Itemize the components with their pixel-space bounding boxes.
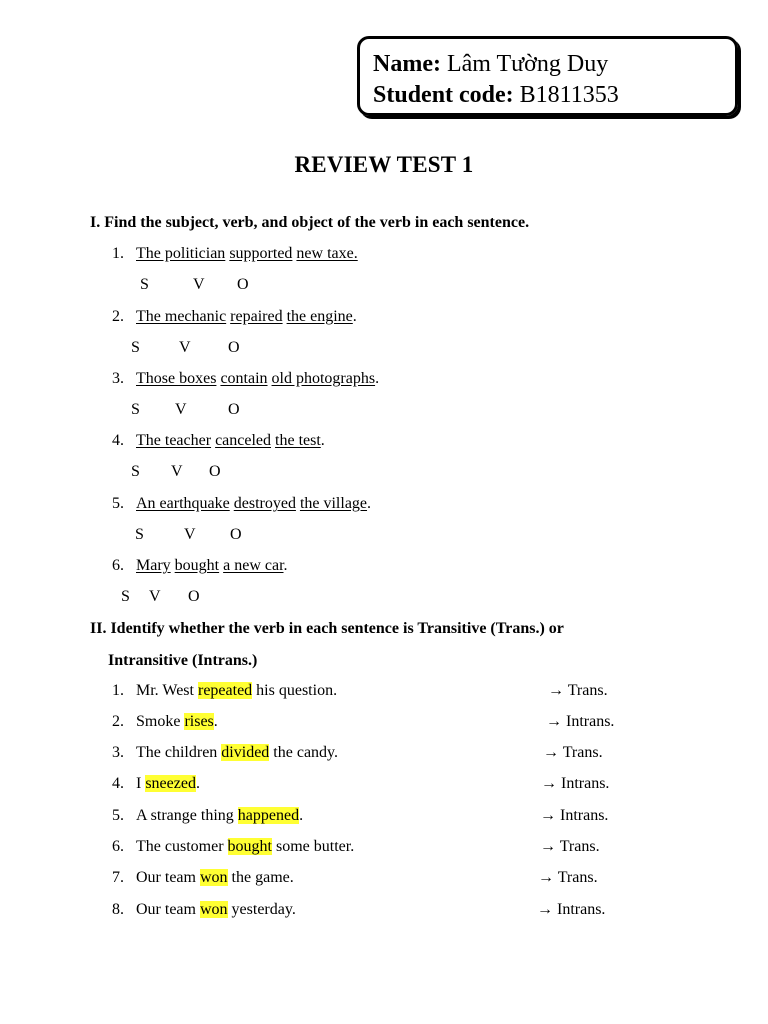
subject: Those boxes	[136, 370, 217, 387]
student-info-box	[357, 36, 738, 116]
s2-item-5-answer: → Intrans.	[540, 807, 609, 824]
highlighted-verb: repeated	[197, 682, 253, 699]
s2-item-3-answer: → Trans.	[543, 744, 603, 761]
object: old photographs	[271, 370, 376, 387]
highlighted-verb: happened	[237, 807, 300, 824]
s1-item-3-number: 3.	[112, 370, 124, 387]
sentence-end: .	[375, 370, 380, 387]
s2-item-1-answer: → Trans.	[548, 682, 608, 699]
o-label: O	[228, 401, 240, 418]
s-label: S	[121, 588, 130, 605]
s2-item-6-answer: → Trans.	[540, 838, 600, 855]
s2-item-4-number: 4.	[112, 775, 124, 792]
o-label: O	[230, 526, 242, 543]
highlighted-verb: bought	[227, 838, 272, 855]
s1-item-4-sentence	[136, 432, 325, 450]
s-label: S	[131, 463, 140, 480]
verb: bought	[174, 557, 220, 574]
text: the game.	[227, 869, 294, 886]
text: A strange thing	[136, 807, 238, 824]
student-code-row	[373, 80, 735, 111]
s1-item-5-sentence	[136, 495, 371, 513]
text: Our team	[136, 901, 200, 918]
s1-item-1-number: 1.	[112, 245, 124, 262]
highlighted-verb: divided	[221, 744, 270, 761]
s2-item-8-answer: → Intrans.	[537, 901, 606, 918]
s2-item-7-sentence	[136, 869, 294, 887]
o-label: O	[188, 588, 200, 605]
s1-item-5-number: 5.	[112, 495, 124, 512]
s-label: S	[135, 526, 144, 543]
s1-item-2-number: 2.	[112, 308, 124, 325]
highlighted-verb: won	[199, 901, 228, 918]
s-label: S	[140, 276, 149, 293]
s2-item-4-sentence	[136, 775, 200, 793]
sentence-end: .	[283, 557, 288, 574]
v-label: V	[179, 339, 191, 356]
v-label: V	[149, 588, 161, 605]
text: his question.	[252, 682, 338, 699]
verb: supported	[229, 245, 293, 262]
verb: contain	[220, 370, 268, 387]
section-2-heading-cont: Intransitive (Intrans.)	[108, 652, 258, 669]
verb: destroyed	[233, 495, 296, 512]
name-value: Lâm Tường Duy	[446, 51, 609, 77]
s2-item-7-number: 7.	[112, 869, 124, 886]
s1-item-4-number: 4.	[112, 432, 124, 449]
subject: The mechanic	[136, 308, 227, 325]
s2-item-2-sentence	[136, 713, 218, 731]
name-row	[373, 49, 735, 80]
v-label: V	[184, 526, 196, 543]
s1-item-2-sentence	[136, 308, 357, 326]
s1-item-6-sentence	[136, 557, 288, 575]
s2-item-2-answer: → Intrans.	[546, 713, 615, 730]
s-label: S	[131, 339, 140, 356]
highlighted-verb: rises	[184, 713, 214, 730]
s2-item-2-number: 2.	[112, 713, 124, 730]
text: I	[136, 775, 146, 792]
text: yesterday.	[227, 901, 296, 918]
object: a new car	[223, 557, 284, 574]
student-code-label: Student code:	[373, 82, 514, 108]
text: Our team	[136, 869, 200, 886]
s2-item-4-answer: → Intrans.	[541, 775, 610, 792]
section-2-heading: II. Identify whether the verb in each sentence is Transitive (Trans.) or	[90, 620, 564, 637]
s2-item-8-number: 8.	[112, 901, 124, 918]
s-label: S	[131, 401, 140, 418]
v-label: V	[171, 463, 183, 480]
s2-item-3-sentence	[136, 744, 338, 762]
s2-item-3-number: 3.	[112, 744, 124, 761]
v-label: V	[175, 401, 187, 418]
sentence-end: .	[320, 432, 325, 449]
section-1-heading: I. Find the subject, verb, and object of the verb in each sentence.	[90, 214, 530, 231]
text: The children	[136, 744, 222, 761]
name-label: Name:	[373, 51, 441, 77]
object: the engine	[286, 308, 353, 325]
o-label: O	[228, 339, 240, 356]
o-label: O	[237, 276, 249, 293]
text: .	[299, 807, 304, 824]
subject: An earthquake	[136, 495, 230, 512]
s2-item-1-number: 1.	[112, 682, 124, 699]
text: Smoke	[136, 713, 185, 730]
s1-item-3-sentence	[136, 370, 379, 388]
o-label: O	[209, 463, 221, 480]
object: new taxe.	[296, 245, 358, 262]
object: the village	[299, 495, 368, 512]
sentence-end: .	[352, 308, 357, 325]
highlighted-verb: sneezed	[145, 775, 196, 792]
highlighted-verb: won	[199, 869, 228, 886]
object: the test	[275, 432, 321, 449]
subject: The teacher	[136, 432, 212, 449]
sentence-end: .	[367, 495, 372, 512]
text: some butter.	[271, 838, 355, 855]
s1-item-6-number: 6.	[112, 557, 124, 574]
s2-item-1-sentence	[136, 682, 337, 700]
text: The customer	[136, 838, 228, 855]
s2-item-8-sentence	[136, 901, 296, 919]
page-title: REVIEW TEST 1	[294, 152, 474, 177]
s2-item-6-sentence	[136, 838, 354, 856]
text: the candy.	[269, 744, 339, 761]
text: .	[213, 713, 218, 730]
subject: The politician	[136, 245, 226, 262]
text: .	[195, 775, 200, 792]
verb: canceled	[215, 432, 272, 449]
text: Mr. West	[136, 682, 198, 699]
student-code-value: B1811353	[519, 82, 619, 108]
s2-item-6-number: 6.	[112, 838, 124, 855]
s2-item-7-answer: → Trans.	[538, 869, 598, 886]
v-label: V	[193, 276, 205, 293]
s2-item-5-number: 5.	[112, 807, 124, 824]
verb: repaired	[230, 308, 283, 325]
s2-item-5-sentence	[136, 807, 303, 825]
s1-item-1-sentence	[136, 245, 358, 263]
subject: Mary	[136, 557, 171, 574]
